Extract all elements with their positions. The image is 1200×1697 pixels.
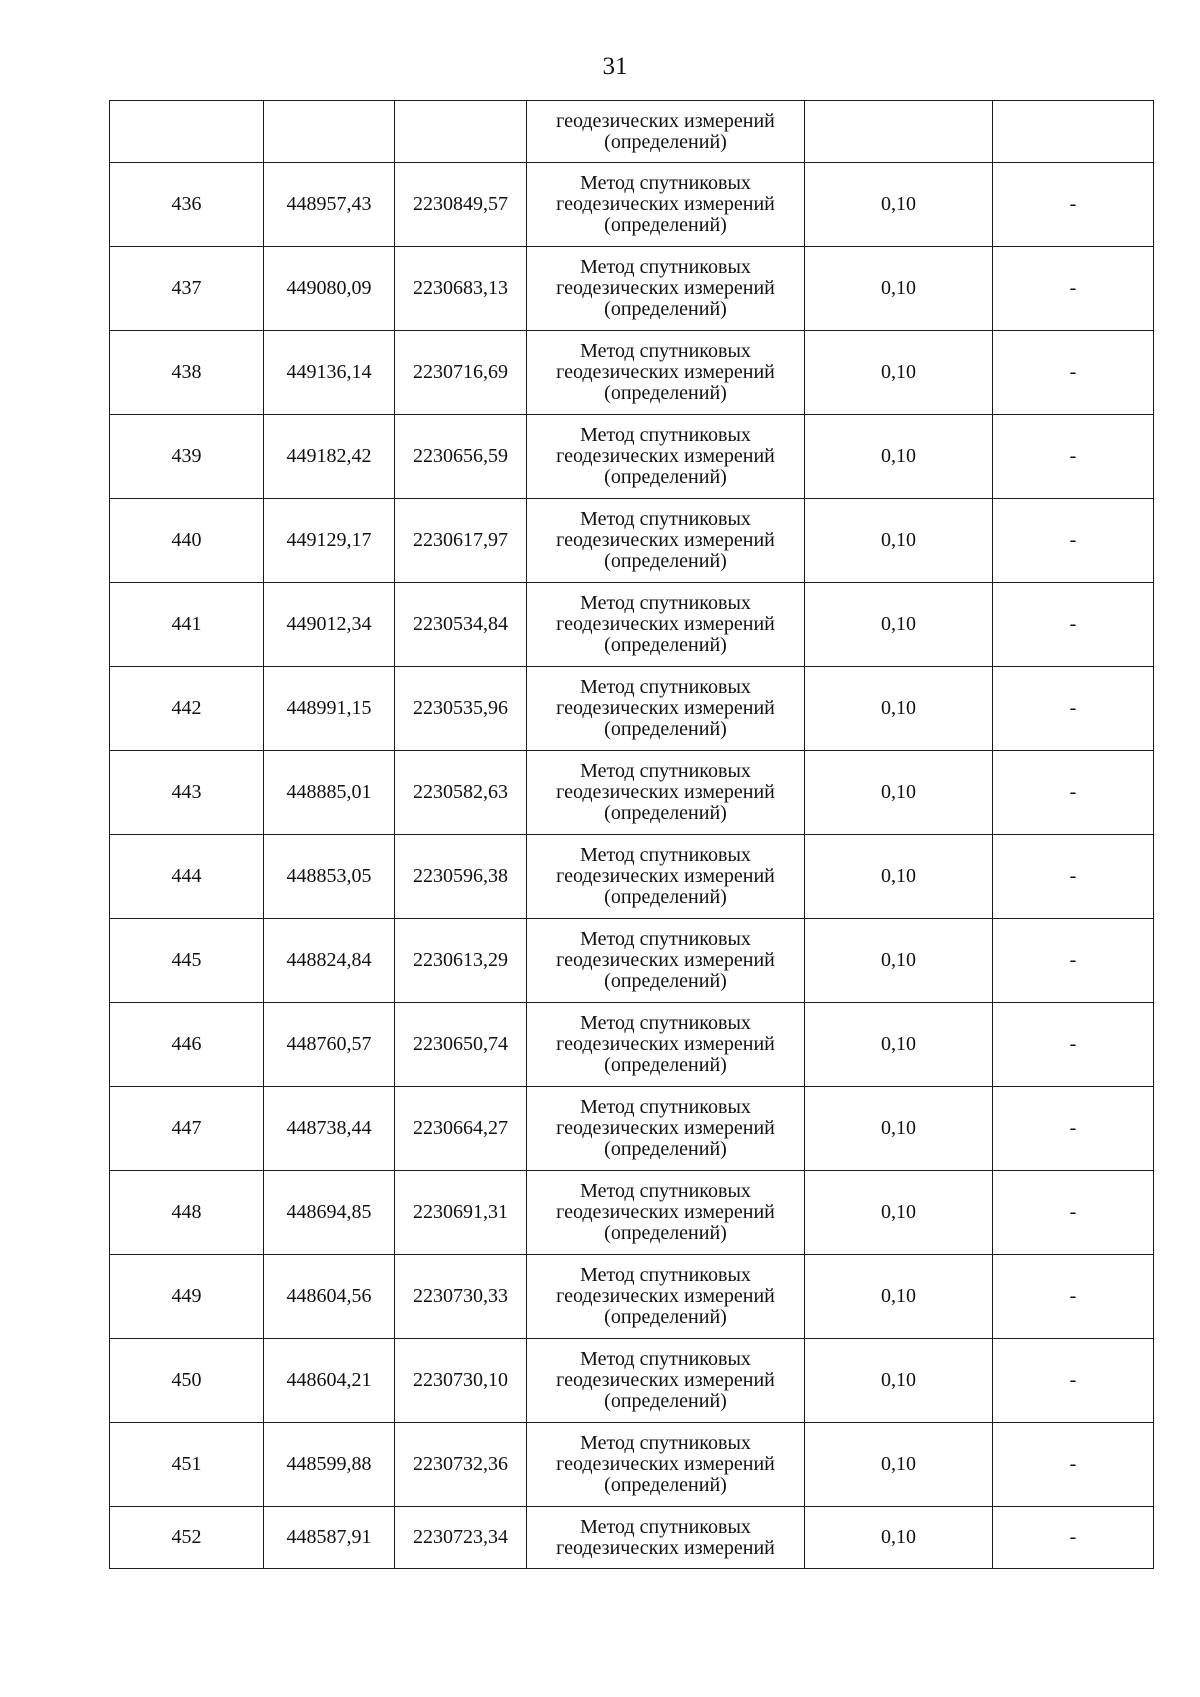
note-cell: - bbox=[993, 1339, 1154, 1423]
x-cell: 448991,15 bbox=[264, 667, 395, 751]
table-row bbox=[110, 415, 1154, 499]
precision-cell: 0,10 bbox=[805, 751, 993, 835]
x-cell: 448957,43 bbox=[264, 163, 395, 247]
num-cell: 447 bbox=[110, 1087, 264, 1171]
x-cell: 448587,91 bbox=[264, 1507, 395, 1569]
num-cell: 440 bbox=[110, 499, 264, 583]
method-cell bbox=[527, 1507, 805, 1569]
note-cell: - bbox=[993, 667, 1154, 751]
method-line: геодезических измерений bbox=[556, 1536, 775, 1559]
method-line: (определений) bbox=[604, 298, 727, 320]
y-cell: 2230732,36 bbox=[395, 1423, 527, 1507]
method-line: Метод спутниковых bbox=[580, 508, 751, 530]
y-cell: 2230730,10 bbox=[395, 1339, 527, 1423]
method-line: (определений) bbox=[604, 1306, 727, 1328]
coordinates-table bbox=[109, 100, 1154, 1569]
num-cell: 439 bbox=[110, 415, 264, 499]
table-row bbox=[110, 583, 1154, 667]
y-cell: 2230650,74 bbox=[395, 1003, 527, 1087]
table-row bbox=[110, 247, 1154, 331]
y-cell: 2230535,96 bbox=[395, 667, 527, 751]
table-row bbox=[110, 1507, 1154, 1569]
num-cell: 443 bbox=[110, 751, 264, 835]
x-cell: 449129,17 bbox=[264, 499, 395, 583]
y-cell: 2230613,29 bbox=[395, 919, 527, 1003]
method-cell bbox=[527, 163, 805, 247]
method-line: геодезических измерений bbox=[556, 865, 775, 887]
note-cell: - bbox=[993, 163, 1154, 247]
precision-cell: 0,10 bbox=[805, 247, 993, 331]
y-cell: 2230582,63 bbox=[395, 751, 527, 835]
precision-cell: 0,10 bbox=[805, 1255, 993, 1339]
method-line: геодезических измерений bbox=[556, 1201, 775, 1223]
page-number: 31 bbox=[602, 53, 628, 80]
num-cell: 441 bbox=[110, 583, 264, 667]
num-cell: 452 bbox=[110, 1507, 264, 1569]
precision-cell bbox=[805, 101, 993, 163]
method-line: Метод спутниковых bbox=[580, 1264, 751, 1286]
precision-cell: 0,10 bbox=[805, 919, 993, 1003]
method-line: геодезических измерений bbox=[556, 781, 775, 803]
method-cell bbox=[527, 1339, 805, 1423]
method-line: Метод спутниковых bbox=[580, 1180, 751, 1202]
num-cell: 450 bbox=[110, 1339, 264, 1423]
method-line: геодезических измерений bbox=[556, 1453, 775, 1475]
y-cell: 2230723,34 bbox=[395, 1507, 527, 1569]
x-cell: 449080,09 bbox=[264, 247, 395, 331]
note-cell: - bbox=[993, 331, 1154, 415]
method-line: Метод спутниковых bbox=[580, 172, 751, 194]
method-line: Метод спутниковых bbox=[580, 676, 751, 698]
method-line: Метод спутниковых bbox=[580, 340, 751, 362]
precision-cell: 0,10 bbox=[805, 499, 993, 583]
x-cell: 448885,01 bbox=[264, 751, 395, 835]
table-row bbox=[110, 1339, 1154, 1423]
precision-cell: 0,10 bbox=[805, 331, 993, 415]
x-cell: 448604,56 bbox=[264, 1255, 395, 1339]
method-line: (определений) bbox=[604, 970, 727, 992]
method-line: геодезических измерений bbox=[556, 109, 775, 132]
table-row bbox=[110, 331, 1154, 415]
num-cell: 437 bbox=[110, 247, 264, 331]
method-line: (определений) bbox=[604, 550, 727, 572]
precision-cell: 0,10 bbox=[805, 1507, 993, 1569]
x-cell: 448694,85 bbox=[264, 1171, 395, 1255]
table-row bbox=[110, 835, 1154, 919]
num-cell: 436 bbox=[110, 163, 264, 247]
table-row bbox=[110, 163, 1154, 247]
note-cell: - bbox=[993, 919, 1154, 1003]
x-cell: 448760,57 bbox=[264, 1003, 395, 1087]
x-cell: 449136,14 bbox=[264, 331, 395, 415]
method-line: (определений) bbox=[604, 1474, 727, 1496]
method-line: (определений) bbox=[604, 382, 727, 404]
method-line: (определений) bbox=[604, 1222, 727, 1244]
method-line: Метод спутниковых bbox=[580, 1348, 751, 1370]
note-cell: - bbox=[993, 499, 1154, 583]
table-row bbox=[110, 1171, 1154, 1255]
num-cell: 442 bbox=[110, 667, 264, 751]
method-line: Метод спутниковых bbox=[580, 928, 751, 950]
table-row bbox=[110, 919, 1154, 1003]
table-body bbox=[110, 101, 1154, 1569]
note-cell: - bbox=[993, 1255, 1154, 1339]
method-line: геодезических измерений bbox=[556, 529, 775, 551]
method-cell bbox=[527, 1171, 805, 1255]
y-cell: 2230664,27 bbox=[395, 1087, 527, 1171]
method-cell bbox=[527, 835, 805, 919]
method-line: (определений) bbox=[604, 1054, 727, 1076]
method-cell bbox=[527, 415, 805, 499]
precision-cell: 0,10 bbox=[805, 1339, 993, 1423]
precision-cell: 0,10 bbox=[805, 1423, 993, 1507]
method-line: геодезических измерений bbox=[556, 1285, 775, 1307]
x-cell: 449012,34 bbox=[264, 583, 395, 667]
precision-cell: 0,10 bbox=[805, 1087, 993, 1171]
method-cell bbox=[527, 499, 805, 583]
method-line: геодезических измерений bbox=[556, 949, 775, 971]
table-row bbox=[110, 499, 1154, 583]
precision-cell: 0,10 bbox=[805, 415, 993, 499]
note-cell: - bbox=[993, 1507, 1154, 1569]
y-cell: 2230716,69 bbox=[395, 331, 527, 415]
method-cell bbox=[527, 919, 805, 1003]
table-row bbox=[110, 1423, 1154, 1507]
num-cell: 451 bbox=[110, 1423, 264, 1507]
method-line: (определений) bbox=[604, 1390, 727, 1412]
method-line: Метод спутниковых bbox=[580, 256, 751, 278]
precision-cell: 0,10 bbox=[805, 163, 993, 247]
x-cell bbox=[264, 101, 395, 163]
method-line: геодезических измерений bbox=[556, 697, 775, 719]
method-line: Метод спутниковых bbox=[580, 1096, 751, 1118]
note-cell: - bbox=[993, 1423, 1154, 1507]
note-cell: - bbox=[993, 1087, 1154, 1171]
method-line: (определений) bbox=[604, 214, 727, 236]
x-cell: 448738,44 bbox=[264, 1087, 395, 1171]
note-cell: - bbox=[993, 247, 1154, 331]
method-cell bbox=[527, 1423, 805, 1507]
y-cell bbox=[395, 101, 527, 163]
method-line: геодезических измерений bbox=[556, 277, 775, 299]
x-cell: 448604,21 bbox=[264, 1339, 395, 1423]
precision-cell: 0,10 bbox=[805, 667, 993, 751]
num-cell: 444 bbox=[110, 835, 264, 919]
method-line: геодезических измерений bbox=[556, 445, 775, 467]
method-cell bbox=[527, 751, 805, 835]
precision-cell: 0,10 bbox=[805, 835, 993, 919]
x-cell: 448824,84 bbox=[264, 919, 395, 1003]
method-line: Метод спутниковых bbox=[580, 844, 751, 866]
y-cell: 2230534,84 bbox=[395, 583, 527, 667]
method-cell bbox=[527, 1087, 805, 1171]
table-row bbox=[110, 1003, 1154, 1087]
x-cell: 448599,88 bbox=[264, 1423, 395, 1507]
y-cell: 2230617,97 bbox=[395, 499, 527, 583]
method-cell bbox=[527, 1003, 805, 1087]
y-cell: 2230691,31 bbox=[395, 1171, 527, 1255]
method-line: геодезических измерений bbox=[556, 193, 775, 215]
precision-cell: 0,10 bbox=[805, 1003, 993, 1087]
note-cell: - bbox=[993, 1003, 1154, 1087]
method-line: Метод спутниковых bbox=[580, 424, 751, 446]
method-line: геодезических измерений bbox=[556, 1033, 775, 1055]
num-cell: 446 bbox=[110, 1003, 264, 1087]
table-row bbox=[110, 1255, 1154, 1339]
method-line: геодезических измерений bbox=[556, 1117, 775, 1139]
method-line: (определений) bbox=[604, 1138, 727, 1160]
method-line: Метод спутниковых bbox=[580, 592, 751, 614]
num-cell: 445 bbox=[110, 919, 264, 1003]
y-cell: 2230849,57 bbox=[395, 163, 527, 247]
x-cell: 449182,42 bbox=[264, 415, 395, 499]
method-line: Метод спутниковых bbox=[580, 760, 751, 782]
num-cell: 449 bbox=[110, 1255, 264, 1339]
num-cell bbox=[110, 101, 264, 163]
method-line: геодезических измерений bbox=[556, 1369, 775, 1391]
note-cell: - bbox=[993, 751, 1154, 835]
method-cell bbox=[527, 331, 805, 415]
note-cell: - bbox=[993, 1171, 1154, 1255]
precision-cell: 0,10 bbox=[805, 1171, 993, 1255]
method-line: Метод спутниковых bbox=[580, 1432, 751, 1454]
method-line: Метод спутниковых bbox=[580, 1515, 751, 1538]
table-row bbox=[110, 1087, 1154, 1171]
method-cell bbox=[527, 101, 805, 163]
y-cell: 2230683,13 bbox=[395, 247, 527, 331]
method-cell bbox=[527, 247, 805, 331]
method-line: (определений) bbox=[604, 130, 727, 153]
method-line: геодезических измерений bbox=[556, 361, 775, 383]
method-line: (определений) bbox=[604, 886, 727, 908]
table-row-continued bbox=[110, 101, 1154, 163]
note-cell: - bbox=[993, 583, 1154, 667]
method-cell bbox=[527, 667, 805, 751]
num-cell: 448 bbox=[110, 1171, 264, 1255]
num-cell: 438 bbox=[110, 331, 264, 415]
method-line: (определений) bbox=[604, 634, 727, 656]
method-cell bbox=[527, 583, 805, 667]
x-cell: 448853,05 bbox=[264, 835, 395, 919]
method-cell bbox=[527, 1255, 805, 1339]
note-cell: - bbox=[993, 415, 1154, 499]
method-line: геодезических измерений bbox=[556, 613, 775, 635]
method-line: Метод спутниковых bbox=[580, 1012, 751, 1034]
y-cell: 2230656,59 bbox=[395, 415, 527, 499]
y-cell: 2230730,33 bbox=[395, 1255, 527, 1339]
note-cell: - bbox=[993, 835, 1154, 919]
method-line: (определений) bbox=[604, 718, 727, 740]
table-row bbox=[110, 667, 1154, 751]
y-cell: 2230596,38 bbox=[395, 835, 527, 919]
table-row bbox=[110, 751, 1154, 835]
method-line: (определений) bbox=[604, 466, 727, 488]
method-line: (определений) bbox=[604, 802, 727, 824]
precision-cell: 0,10 bbox=[805, 583, 993, 667]
note-cell bbox=[993, 101, 1154, 163]
